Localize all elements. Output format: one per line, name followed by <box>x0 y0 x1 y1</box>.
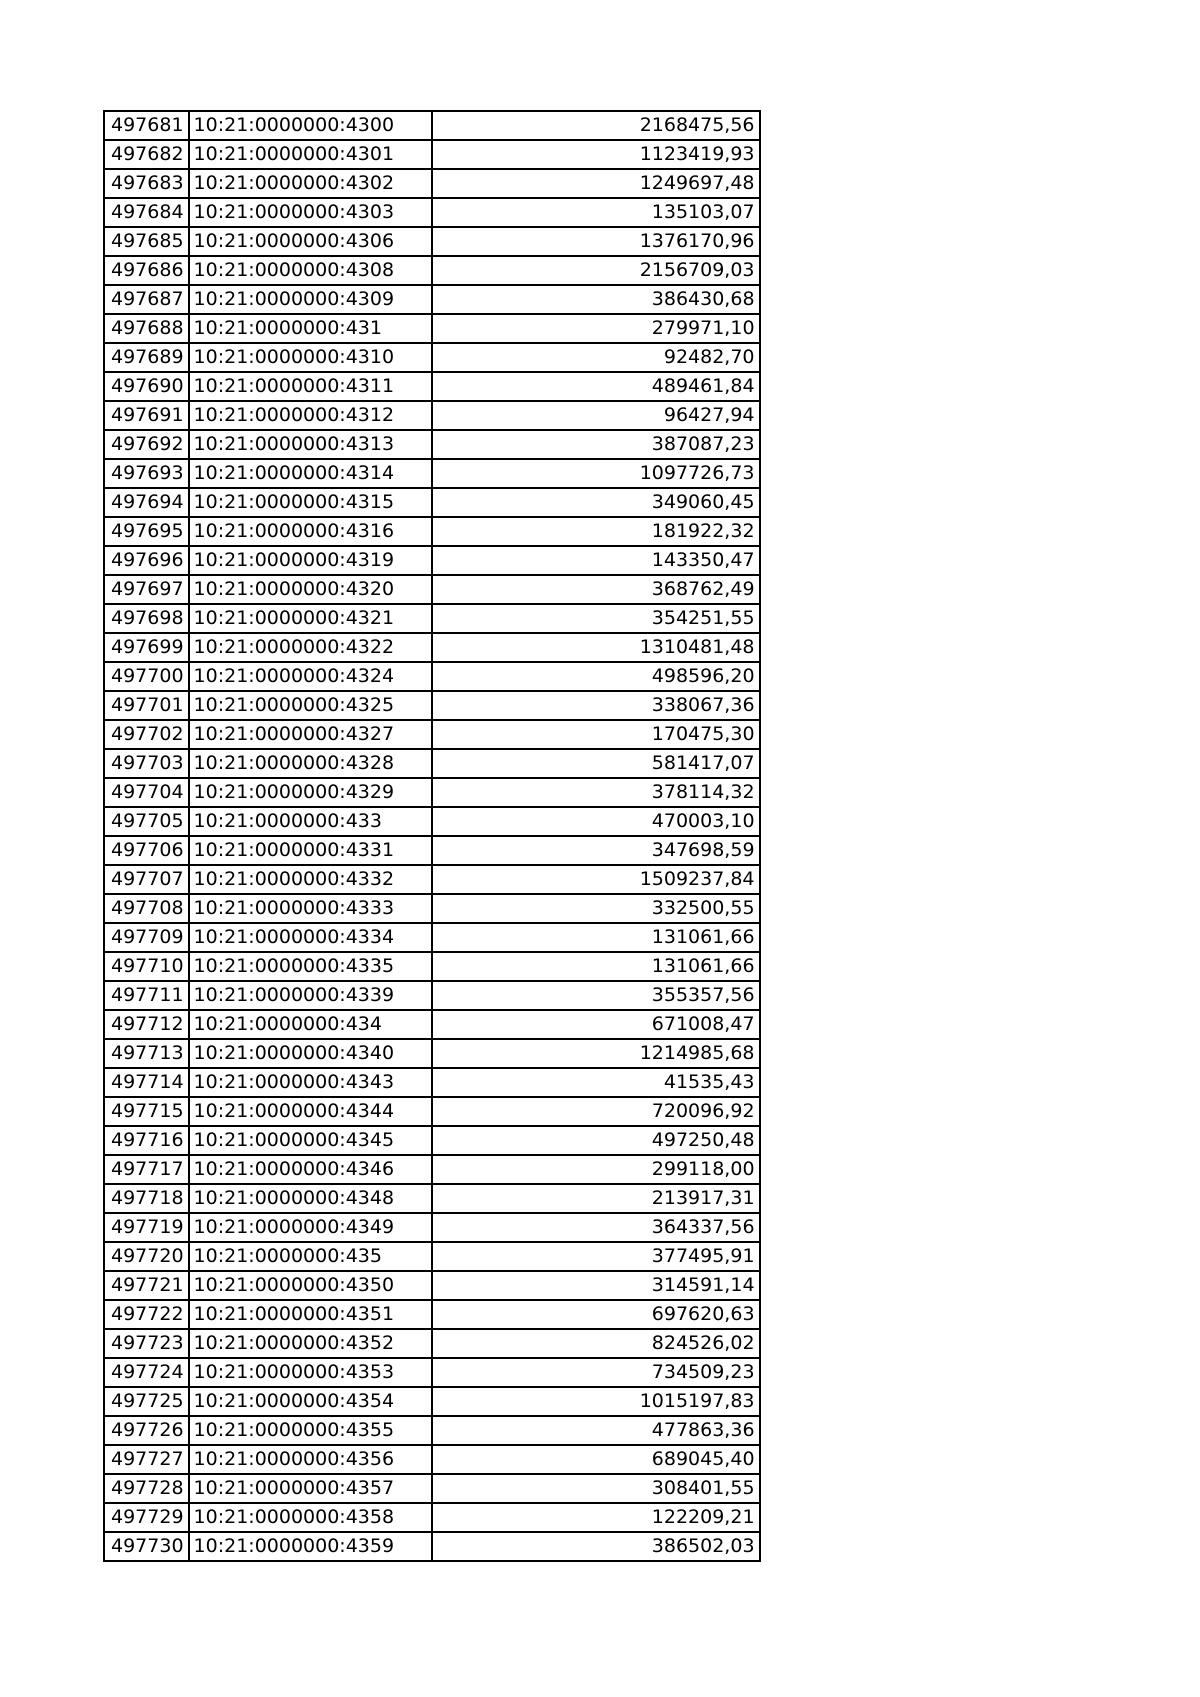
value-cell: 2156709,03 <box>432 256 760 285</box>
value-cell: 354251,55 <box>432 604 760 633</box>
cadastral-number-cell: 10:21:0000000:4328 <box>189 749 432 778</box>
row-id-cell: 497700 <box>104 662 189 691</box>
cadastral-number-cell: 10:21:0000000:4331 <box>189 836 432 865</box>
table-row <box>104 923 760 952</box>
cadastral-number-cell: 10:21:0000000:4339 <box>189 981 432 1010</box>
row-id-cell: 497720 <box>104 1242 189 1271</box>
cadastral-number-cell: 10:21:0000000:435 <box>189 1242 432 1271</box>
row-id-cell: 497681 <box>104 111 189 140</box>
cadastral-number-cell: 10:21:0000000:4354 <box>189 1387 432 1416</box>
cadastral-number-cell: 10:21:0000000:4358 <box>189 1503 432 1532</box>
cadastral-number-cell: 10:21:0000000:434 <box>189 1010 432 1039</box>
row-id-cell: 497710 <box>104 952 189 981</box>
value-cell: 498596,20 <box>432 662 760 691</box>
table-row <box>104 662 760 691</box>
cadastral-number-cell: 10:21:0000000:4322 <box>189 633 432 662</box>
value-cell: 308401,55 <box>432 1474 760 1503</box>
table-row <box>104 1010 760 1039</box>
cadastral-number-cell: 10:21:0000000:4352 <box>189 1329 432 1358</box>
table-row <box>104 1213 760 1242</box>
table-row <box>104 372 760 401</box>
value-cell: 41535,43 <box>432 1068 760 1097</box>
row-id-cell: 497695 <box>104 517 189 546</box>
cadastral-number-cell: 10:21:0000000:4310 <box>189 343 432 372</box>
cadastral-number-cell: 10:21:0000000:4327 <box>189 720 432 749</box>
cadastral-number-cell: 10:21:0000000:4348 <box>189 1184 432 1213</box>
row-id-cell: 497724 <box>104 1358 189 1387</box>
value-cell: 92482,70 <box>432 343 760 372</box>
cadastral-number-cell: 10:21:0000000:4359 <box>189 1532 432 1561</box>
value-cell: 697620,63 <box>432 1300 760 1329</box>
table-row <box>104 1300 760 1329</box>
table-row <box>104 488 760 517</box>
value-cell: 96427,94 <box>432 401 760 430</box>
cadastral-number-cell: 10:21:0000000:4346 <box>189 1155 432 1184</box>
value-cell: 355357,56 <box>432 981 760 1010</box>
value-cell: 349060,45 <box>432 488 760 517</box>
table-row <box>104 1271 760 1300</box>
value-cell: 143350,47 <box>432 546 760 575</box>
cadastral-number-cell: 10:21:0000000:4308 <box>189 256 432 285</box>
data-table <box>103 110 761 1562</box>
value-cell: 386502,03 <box>432 1532 760 1561</box>
value-cell: 671008,47 <box>432 1010 760 1039</box>
row-id-cell: 497726 <box>104 1416 189 1445</box>
value-cell: 1376170,96 <box>432 227 760 256</box>
value-cell: 489461,84 <box>432 372 760 401</box>
row-id-cell: 497725 <box>104 1387 189 1416</box>
table-row <box>104 401 760 430</box>
value-cell: 824526,02 <box>432 1329 760 1358</box>
row-id-cell: 497704 <box>104 778 189 807</box>
cadastral-number-cell: 10:21:0000000:4300 <box>189 111 432 140</box>
table-row <box>104 604 760 633</box>
table-row <box>104 459 760 488</box>
value-cell: 689045,40 <box>432 1445 760 1474</box>
table-row <box>104 1532 760 1561</box>
cadastral-number-cell: 10:21:0000000:4303 <box>189 198 432 227</box>
row-id-cell: 497706 <box>104 836 189 865</box>
value-cell: 131061,66 <box>432 952 760 981</box>
value-cell: 387087,23 <box>432 430 760 459</box>
cadastral-number-cell: 10:21:0000000:433 <box>189 807 432 836</box>
table-row <box>104 720 760 749</box>
row-id-cell: 497705 <box>104 807 189 836</box>
cadastral-number-cell: 10:21:0000000:4309 <box>189 285 432 314</box>
cadastral-number-cell: 10:21:0000000:4353 <box>189 1358 432 1387</box>
row-id-cell: 497688 <box>104 314 189 343</box>
table-row <box>104 1126 760 1155</box>
value-cell: 122209,21 <box>432 1503 760 1532</box>
table-row <box>104 894 760 923</box>
value-cell: 720096,92 <box>432 1097 760 1126</box>
cadastral-number-cell: 10:21:0000000:4319 <box>189 546 432 575</box>
row-id-cell: 497712 <box>104 1010 189 1039</box>
table-row <box>104 343 760 372</box>
value-cell: 368762,49 <box>432 575 760 604</box>
row-id-cell: 497719 <box>104 1213 189 1242</box>
table-row <box>104 1445 760 1474</box>
cadastral-number-cell: 10:21:0000000:4321 <box>189 604 432 633</box>
row-id-cell: 497728 <box>104 1474 189 1503</box>
table-row <box>104 1068 760 1097</box>
table-row <box>104 836 760 865</box>
value-cell: 1249697,48 <box>432 169 760 198</box>
cadastral-number-cell: 10:21:0000000:4316 <box>189 517 432 546</box>
cadastral-number-cell: 10:21:0000000:4350 <box>189 1271 432 1300</box>
table-row <box>104 314 760 343</box>
table-row <box>104 1474 760 1503</box>
cadastral-number-cell: 10:21:0000000:4315 <box>189 488 432 517</box>
value-cell: 734509,23 <box>432 1358 760 1387</box>
row-id-cell: 497718 <box>104 1184 189 1213</box>
cadastral-number-cell: 10:21:0000000:4332 <box>189 865 432 894</box>
row-id-cell: 497685 <box>104 227 189 256</box>
table-row <box>104 111 760 140</box>
row-id-cell: 497697 <box>104 575 189 604</box>
table-row <box>104 807 760 836</box>
cadastral-number-cell: 10:21:0000000:4355 <box>189 1416 432 1445</box>
value-cell: 377495,91 <box>432 1242 760 1271</box>
cadastral-number-cell: 10:21:0000000:4306 <box>189 227 432 256</box>
value-cell: 477863,36 <box>432 1416 760 1445</box>
table-row <box>104 1503 760 1532</box>
value-cell: 2168475,56 <box>432 111 760 140</box>
cadastral-number-cell: 10:21:0000000:4345 <box>189 1126 432 1155</box>
value-cell: 386430,68 <box>432 285 760 314</box>
row-id-cell: 497703 <box>104 749 189 778</box>
table-row <box>104 1329 760 1358</box>
row-id-cell: 497686 <box>104 256 189 285</box>
cadastral-number-cell: 10:21:0000000:4320 <box>189 575 432 604</box>
cadastral-number-cell: 10:21:0000000:4335 <box>189 952 432 981</box>
table-row <box>104 1097 760 1126</box>
table-row <box>104 1155 760 1184</box>
row-id-cell: 497723 <box>104 1329 189 1358</box>
cadastral-number-cell: 10:21:0000000:4329 <box>189 778 432 807</box>
value-cell: 338067,36 <box>432 691 760 720</box>
cadastral-number-cell: 10:21:0000000:4343 <box>189 1068 432 1097</box>
row-id-cell: 497708 <box>104 894 189 923</box>
cadastral-number-cell: 10:21:0000000:4302 <box>189 169 432 198</box>
table-row <box>104 575 760 604</box>
table-body <box>104 111 760 1561</box>
value-cell: 131061,66 <box>432 923 760 952</box>
cadastral-number-cell: 10:21:0000000:4356 <box>189 1445 432 1474</box>
cadastral-number-cell: 10:21:0000000:4301 <box>189 140 432 169</box>
cadastral-number-cell: 10:21:0000000:4312 <box>189 401 432 430</box>
cadastral-number-cell: 10:21:0000000:4314 <box>189 459 432 488</box>
table-row <box>104 981 760 1010</box>
table-row <box>104 169 760 198</box>
table-row <box>104 546 760 575</box>
value-cell: 497250,48 <box>432 1126 760 1155</box>
cadastral-number-cell: 10:21:0000000:4349 <box>189 1213 432 1242</box>
table-row <box>104 1039 760 1068</box>
value-cell: 1214985,68 <box>432 1039 760 1068</box>
value-cell: 135103,07 <box>432 198 760 227</box>
table-row <box>104 952 760 981</box>
row-id-cell: 497702 <box>104 720 189 749</box>
table-row <box>104 256 760 285</box>
value-cell: 1123419,93 <box>432 140 760 169</box>
cadastral-number-cell: 10:21:0000000:4340 <box>189 1039 432 1068</box>
row-id-cell: 497687 <box>104 285 189 314</box>
cadastral-number-cell: 10:21:0000000:4325 <box>189 691 432 720</box>
row-id-cell: 497727 <box>104 1445 189 1474</box>
cadastral-number-cell: 10:21:0000000:4313 <box>189 430 432 459</box>
table-row <box>104 633 760 662</box>
table-row <box>104 517 760 546</box>
row-id-cell: 497711 <box>104 981 189 1010</box>
cadastral-number-cell: 10:21:0000000:431 <box>189 314 432 343</box>
row-id-cell: 497707 <box>104 865 189 894</box>
value-cell: 1509237,84 <box>432 865 760 894</box>
row-id-cell: 497699 <box>104 633 189 662</box>
row-id-cell: 497717 <box>104 1155 189 1184</box>
row-id-cell: 497722 <box>104 1300 189 1329</box>
row-id-cell: 497709 <box>104 923 189 952</box>
value-cell: 378114,32 <box>432 778 760 807</box>
row-id-cell: 497684 <box>104 198 189 227</box>
table-row <box>104 778 760 807</box>
value-cell: 1015197,83 <box>432 1387 760 1416</box>
cadastral-number-cell: 10:21:0000000:4311 <box>189 372 432 401</box>
row-id-cell: 497682 <box>104 140 189 169</box>
cadastral-number-cell: 10:21:0000000:4357 <box>189 1474 432 1503</box>
row-id-cell: 497691 <box>104 401 189 430</box>
row-id-cell: 497721 <box>104 1271 189 1300</box>
value-cell: 170475,30 <box>432 720 760 749</box>
row-id-cell: 497694 <box>104 488 189 517</box>
value-cell: 1310481,48 <box>432 633 760 662</box>
table-row <box>104 140 760 169</box>
value-cell: 181922,32 <box>432 517 760 546</box>
cadastral-number-cell: 10:21:0000000:4351 <box>189 1300 432 1329</box>
row-id-cell: 497693 <box>104 459 189 488</box>
value-cell: 347698,59 <box>432 836 760 865</box>
cadastral-number-cell: 10:21:0000000:4333 <box>189 894 432 923</box>
value-cell: 581417,07 <box>432 749 760 778</box>
row-id-cell: 497689 <box>104 343 189 372</box>
row-id-cell: 497683 <box>104 169 189 198</box>
row-id-cell: 497716 <box>104 1126 189 1155</box>
value-cell: 299118,00 <box>432 1155 760 1184</box>
row-id-cell: 497713 <box>104 1039 189 1068</box>
cadastral-number-cell: 10:21:0000000:4334 <box>189 923 432 952</box>
cadastral-number-cell: 10:21:0000000:4344 <box>189 1097 432 1126</box>
value-cell: 314591,14 <box>432 1271 760 1300</box>
value-cell: 364337,56 <box>432 1213 760 1242</box>
row-id-cell: 497692 <box>104 430 189 459</box>
table-row <box>104 1416 760 1445</box>
value-cell: 1097726,73 <box>432 459 760 488</box>
row-id-cell: 497698 <box>104 604 189 633</box>
table-row <box>104 1184 760 1213</box>
value-cell: 279971,10 <box>432 314 760 343</box>
table-row <box>104 1387 760 1416</box>
table-row <box>104 865 760 894</box>
table-row <box>104 1358 760 1387</box>
table-row <box>104 1242 760 1271</box>
row-id-cell: 497729 <box>104 1503 189 1532</box>
row-id-cell: 497696 <box>104 546 189 575</box>
value-cell: 332500,55 <box>432 894 760 923</box>
table-row <box>104 430 760 459</box>
row-id-cell: 497730 <box>104 1532 189 1561</box>
value-cell: 470003,10 <box>432 807 760 836</box>
cadastral-number-cell: 10:21:0000000:4324 <box>189 662 432 691</box>
row-id-cell: 497701 <box>104 691 189 720</box>
row-id-cell: 497690 <box>104 372 189 401</box>
row-id-cell: 497715 <box>104 1097 189 1126</box>
table-row <box>104 691 760 720</box>
table-row <box>104 285 760 314</box>
table-row <box>104 198 760 227</box>
table-row <box>104 749 760 778</box>
row-id-cell: 497714 <box>104 1068 189 1097</box>
table-row <box>104 227 760 256</box>
value-cell: 213917,31 <box>432 1184 760 1213</box>
